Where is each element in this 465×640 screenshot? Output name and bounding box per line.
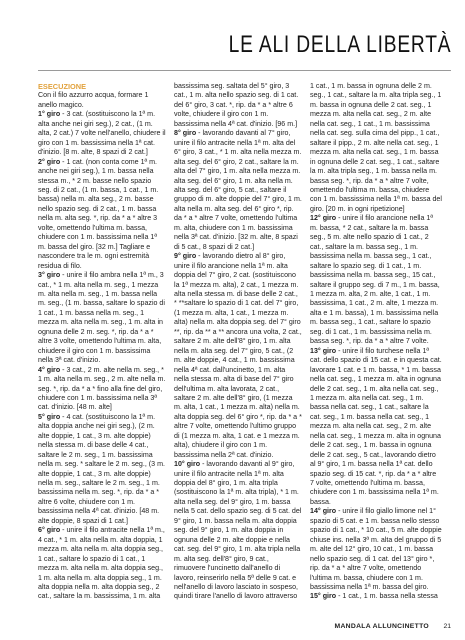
header-title: LE ALI DELLA LIBERTÀ	[228, 31, 451, 58]
round-15-label: 15° giro	[310, 592, 337, 601]
round-6-label: 6° giro	[38, 526, 61, 535]
round-5-label: 5° giro	[38, 412, 61, 421]
round-12	[310, 214, 442, 346]
round-9-label: 9° giro	[174, 252, 197, 261]
round-12-label: 12° giro	[310, 214, 337, 223]
round-14	[310, 507, 442, 592]
intro-paragraph: Con il filo azzurro acqua, formare 1 anello magico.	[38, 91, 149, 109]
round-6	[38, 526, 166, 602]
round-10-text: - lavorando davanti al 9° giro, unire il filo antracite nella 1ª m. alta doppia del 8° giro, 1 m. alta tripla (sostituiscono la 1ª m. alta tripla), * 1 m. alta nella seg. del 9° giro, 1 m. bassa nella 5 cat. dello spazio seg. di 5 cat. del 9° giro, 1 m. bassa nella m. alta doppia seg. del 9° giro, 1 m. alta doppia in ognuna delle 2 m. alte doppie e nella cat. seg. del 9° giro, 1 m. alta tripla nella m. alta seg. dell'8° giro, 9 cat., rimuovere l'uncinetto dall'anello di lavoro, reinserirlo nella 5ª delle 9 cat. e nell'anello di lavoro lasciato in sospeso, quindi tirare l'anello di lavoro attraverso	[174, 460, 302, 601]
column-3	[310, 82, 442, 602]
round-13	[310, 347, 442, 508]
round-14-text: - unire il filo giallo limone nel 1° spazio di 5 cat. e 1 m. bassa nello stesso spazio di 1 cat., * 10 cat., 5 m. alte doppie chiuse ins. nella 3ª m. alta del gruppo di 5 m. alte del 12° giro, 10 cat., 1 m. bassa nello spazio seg. di 1 cat. del 13° giro *, rip. da * a * altre 7 volte, omettendo l'ultima m. bassa, chiudere con 1 m. bassissima nella 1ª m. bassa del giro.	[310, 507, 442, 592]
round-10	[174, 460, 302, 602]
round-15	[310, 592, 442, 602]
round-14-label: 14° giro	[310, 507, 337, 516]
page-number: 21	[443, 623, 451, 630]
round-1	[38, 110, 166, 157]
round-6-text: - unire il filo antracite nella 1ª m., 4 cat., * 1 m. alta nella m. alta doppia, 1 mezza m. alta nella m. alta doppia seg., 1 cat., saltare lo spazio di 1 cat., 1 mezza m. alta nella m. alta doppia seg., 1 m. alta nella m. alta doppia seg., 1 m. alta doppia nella m. alta doppia seg., 2 cat., saltare la m. bassissima, 1 m. alta	[38, 526, 165, 601]
column-1	[38, 82, 166, 602]
round-2	[38, 158, 166, 271]
round-15-text: - 1 cat., 1 m. bassa nella stessa	[338, 592, 438, 601]
round-11-continued: 1 cat., 1 m. bassa in ognuna delle 2 m. seg., 1 cat., saltare la m. alta tripla seg., 1 m. bassa in ognuna delle 2 cat. seg., 1 mezza m. alta nella cat. seg., 2 m. alte nella cat. seg., 1 cat., 1 m. bassissima nella cat. seg. sulla cima del pipp., 1 cat., saltare il pipp., 2 m. alte nella cat. seg., 1 mezza m. alta nella cat. seg., 1 m. bassa in ognuna delle 2 cat. seg., 1 cat., saltare la m. alta tripla seg., 1 m. bassa nella m. bassa seg. *, rip. da * a * altre 7 volte, omettendo l'ultima m. bassa, chiudere con 1 m. bassissima nella 1ª m. bassa del giro. [20 m. in ogni ripetizione]	[310, 82, 442, 213]
column-2	[174, 82, 302, 602]
round-9	[174, 252, 302, 460]
footer-magazine-title: MANDALA ALLUNCINETTO	[334, 623, 429, 630]
round-4-text: - 3 cat., 2 m. alte nella m. seg., * 1 m. alta nella m. seg., 2 m. alte nella m. seg. *, rip. da * a * fino alla fine del giro, chiudere con 1 m. bassissima nella 3ª cat. d'inizio. [48 m. alte]	[38, 365, 166, 412]
round-9-text: - lavorando dietro al 8° giro, unire il filo arancione nella 1ª m. alta doppia del 7° giro, 2 cat. (sostituiscono la 1ª mezza m. alta), 2 cat., 1 mezza m. alta nella stessa m. di base delle 2 cat., * **saltare lo spazio di 1 cat. del 7° giro, (1 mezza m. alta, 1 cat., 1 mezza m. alta) nella m. alta doppia seg. del 7° giro **, rip. da ** a ** ancora una volta, 2 cat., saltare 2 m. alte dell'8° giro, 1 m. alta nella m. alta seg. del 7° giro, 5 cat., (2 m. alte doppie, 4 cat., 1 m. bassissima nella 4ª cat. dall'uncinetto, 1 m. alta nella stessa m. alta di base del 7° giro dell'ultima m. alta lavorata, 2 cat., saltare 2 m. alte dell'8° giro, (1 mezza m. alta, 1 cat., 1 mezza m. alta) nella m. alta doppia seg. del 6° giro *, rip. da * a * altre 7 volte, omettendo l'ultimo gruppo di (1 mezza m. alta, 1 cat. e 1 mezza m. alta), chiudere il giro con 1 m. bassissima nella 2ª cat. d'inizio.	[174, 252, 302, 459]
round-10-label: 10° giro	[174, 460, 201, 469]
section-heading-esecuzione: ESECUZIONE	[38, 82, 87, 91]
round-1-text: - 3 cat. (sostituiscono la 1ª m. alta anche nei giri seg.), 2 cat., (1 m. alta, 2 cat.) 7 volte nell'anello, chiudere il giro con 1 m. bassissima nella 1ª cat. d'inizio. [8 m. alte, 8 spazi di 2 cat.]	[38, 110, 166, 157]
round-3	[38, 271, 166, 366]
page-footer	[0, 623, 465, 635]
round-5-text: - 4 cat. (sostituiscono la 1ª m. alta doppia anche nei giri seg.), (2 m. alte doppie, 1 cat., 3 m. alte doppie) nella stessa m. di base delle 4 cat., saltare le 2 m. seg., 1 m. bassissima nella m. seg. * saltare le 2 m. seg., (3 m. alte doppie, 1 cat., 3 m. alte doppie) nella m. seg., saltare le 2 m. seg., 1 m. bassissima nella m. seg. *, rip. da * a * altre 6 volte, chiudere con 1 m. bassissima nella 4ª cat. d'inizio. [48 m. alte doppie, 8 spazi di 1 cat.]	[38, 412, 165, 525]
round-13-text: - unire il filo turchese nella 1ª cat. dello spazio di 15 cat. e in questa cat. lavorare 1 cat. e 1 m. bassa, * 1 m. bassa nella cat. seg., 1 mezza m. alta in ognuna delle 2 cat. seg., 1 m. alta nella cat. seg., 1 mezza m. alta nella cat. seg., 1 m. bassa nella cat. seg., 1 cat., saltare la cat. seg., 1 m. bassa nella cat. seg., 1 mezza m. alta nella cat. seg., 2 m. alte nella cat. seg., 1 mezza m. alta in ognuna delle 2 cat. seg., 1 m. bassa in ognuna delle 2 cat. seg., 5 cat., lavorando dietro al 9° giro, 1 m. bassa nella 1ª cat. dello spazio seg. di 15 cat. *, rip. da * a * altre 7 volte, omettendo l'ultima m. bassa, chiudere con 1 m. bassissima nella 1ª m. bassa.	[310, 346, 442, 506]
round-1-label: 1° giro	[38, 110, 61, 119]
round-8	[174, 129, 302, 252]
round-8-text: - lavorando davanti al 7° giro, unire il filo antracite nella 1ª m. alta del 6° giro, 3 cat., * 1 m. alta nella mezza m. alta seg. del 6° giro, 2 cat., saltare la m. alta del 7° giro, 1 m. alta nella mezza m. alta seg. del 6° giro, 1 m. alta nella m. alta seg. del 6° giro, 5 cat., saltare il gruppo di m. alte doppie del 7° giro, 1 m. alta nella m. alta seg. del 6° giro *, rip. da * a * altre 7 volte, omettendo l'ultima m. alta, chiudere con 1 m. bassissima nella 3ª cat. d'inizio. [32 m. alte, 8 spazi di 5 cat., 8 spazi di 2 cat.]	[174, 129, 302, 251]
round-5	[38, 413, 166, 526]
header-rule	[38, 70, 451, 71]
round-7-continued: bassissima seg. saltata del 5° giro, 3 cat., 1 m. alta nello spazio seg. di 1 cat. del 6° giro, 3 cat. *, rip. da * a * altre 6 volte, chiudere il giro con 1 m. bassissima nella 4ª cat. d'inizio. [96 m.]	[174, 82, 299, 128]
round-2-label: 2° giro	[38, 157, 61, 166]
round-12-text: - unire il filo arancione nella 1ª m. bassa, * 2 cat., saltare la m. bassa seg., 5 m. alte nello spazio di 1 cat., 2 cat., saltare la m. bassa seg., 1 m. bassissima nella m. bassa seg., 1 cat., saltare lo spazio seg. di 1 cat., 1 m. bassissima nella m. bassa seg., 15 cat., saltare il gruppo seg. di 7 m., 1 m. bassa, 1 mezza m. alta, 2 m. alte, 1 cat., 1 m. bassissima, 1 cat., 2 m. alte, 1 mezza m. alta e 1 m. bassa), 1 m. bassissima nella m. bassa seg., 1 cat., saltare lo spazio seg. di 1 cat., 1 m. bassissima nella m. bassa seg. *, rip. da * a * altre 7 volte.	[310, 214, 440, 346]
round-13-label: 13° giro	[310, 346, 337, 355]
round-4	[38, 366, 166, 413]
round-2-text: - 1 cat. (non conta come 1ª m. anche nei giri seg.), 1 m. bassa nella stessa m., * 2 m. basse nello spazio seg. di 2 cat., (1 m. bassa, 1 cat., 1 m. bassa) nella m. alta seg., 2 m. basse nello spazio seg. di 2 cat., 1 m. bassa nella m. alta seg. *, rip. da * a * altre 3 volte, omettendo l'ultima m. bassa, chiudere con 1 m. bassissima nella 1ª m. bassa del giro. [32 m.] Tagliare e nascondere tra le m. ogni estremità residua di filo.	[38, 157, 159, 270]
round-3-text: - unire il filo ambra nella 1ª m., 3 cat., * 1 m. alta nella m. seg., 1 mezza m. alta nella m. seg., 1 m. bassa nella m. seg., (1 m. bassa, saltare lo spazio di 1 cat., 1 m. bassa nella m. seg., 1 mezza m. alta nella m. seg., 1 m. alta in ognuna delle 2 m. seg. *, rip. da * a * altre 3 volte, omettendo l'ultima m. alta, chiudere il giro con 1 m. bassissima nella 3ª cat. d'inizio.	[38, 271, 165, 365]
round-3-label: 3° giro	[38, 271, 61, 280]
round-8-label: 8° giro	[174, 129, 197, 138]
round-4-label: 4° giro	[38, 365, 61, 374]
